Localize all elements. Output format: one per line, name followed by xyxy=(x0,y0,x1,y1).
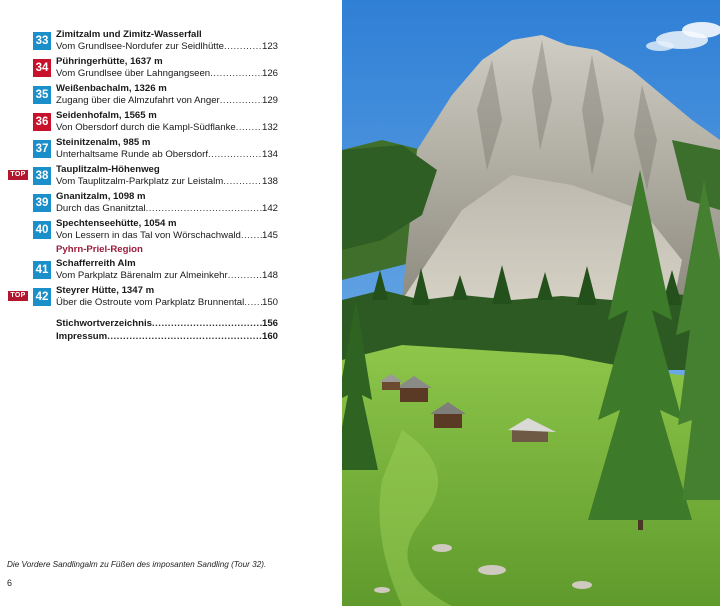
toc-entry[interactable] xyxy=(0,85,342,113)
leader-dots xyxy=(236,122,262,133)
tour-description: Durch das Gnanitztal xyxy=(56,203,146,214)
page-ref: 126 xyxy=(261,68,278,79)
tour-description: Von Obersdorf durch die Kampl-Südflanke xyxy=(56,122,236,133)
tour-description: Zugang über die Almzufahrt von Anger xyxy=(56,95,220,106)
leader-dots xyxy=(244,297,262,308)
tour-number-badge: 42 xyxy=(33,288,51,306)
region-heading: Pyhrn-Priel-Region xyxy=(56,244,143,255)
page-ref: 123 xyxy=(261,41,278,52)
page-number: 6 xyxy=(7,578,13,588)
page-ref: 148 xyxy=(261,270,278,281)
toc-entry[interactable] xyxy=(0,31,342,59)
toc-entry[interactable] xyxy=(0,139,342,167)
tour-title: Tauplitzalm-Höhenweg xyxy=(56,164,160,175)
leader-dots xyxy=(152,318,262,329)
photo-caption: Die Vordere Sandlingalm zu Füßen des imposanten Sandling (Tour 32). xyxy=(7,560,267,569)
index-label: Stichwortverzeichnis xyxy=(56,318,152,329)
tour-number-badge: 40 xyxy=(33,221,51,239)
page-ref: 156 xyxy=(261,318,278,329)
tour-title: Zimitzalm und Zimitz-Wasserfall xyxy=(56,29,202,40)
toc-entry[interactable] xyxy=(0,166,342,194)
tour-number-badge: 35 xyxy=(33,86,51,104)
tour-description: Vom Tauplitzalm-Parkplatz zur Leistalm xyxy=(56,176,224,187)
page-ref: 134 xyxy=(261,149,278,160)
tour-description-row xyxy=(56,95,278,106)
toc-page xyxy=(0,0,342,606)
leader-dots xyxy=(241,230,262,241)
landscape-photo xyxy=(342,0,720,606)
tour-number-badge: 37 xyxy=(33,140,51,158)
tour-title: Schafferreith Alm xyxy=(56,258,136,269)
leader-dots xyxy=(107,331,262,342)
tour-number-badge: 39 xyxy=(33,194,51,212)
leader-dots xyxy=(228,270,262,281)
tour-description: Vom Parkplatz Bärenalm zur Almeinkehr xyxy=(56,270,228,281)
tour-description-row xyxy=(56,68,278,79)
tour-description-row xyxy=(56,122,278,133)
tour-number-badge: 33 xyxy=(33,32,51,50)
tour-number-badge: 34 xyxy=(33,59,51,77)
index-row[interactable] xyxy=(56,318,278,329)
tour-title: Steyrer Hütte, 1347 m xyxy=(56,285,155,296)
tour-title: Gnanitzalm, 1098 m xyxy=(56,191,146,202)
toc-entry[interactable] xyxy=(0,112,342,140)
top-badge: TOP xyxy=(8,291,28,301)
tour-description: Vom Grundlsee über Lahngangseen xyxy=(56,68,211,79)
tour-description-row xyxy=(56,176,278,187)
tour-title: Spechtenseehütte, 1054 m xyxy=(56,218,177,229)
tour-description-row xyxy=(56,297,278,308)
leader-dots xyxy=(223,176,262,187)
tour-description-row xyxy=(56,230,278,241)
leader-dots xyxy=(210,68,262,79)
top-badge: TOP xyxy=(8,170,28,180)
leader-dots xyxy=(220,95,262,106)
impressum-row[interactable] xyxy=(56,331,278,342)
leader-dots xyxy=(208,149,262,160)
tour-description-row xyxy=(56,41,278,52)
tour-description-row xyxy=(56,149,278,160)
tour-title: Weißenbachalm, 1326 m xyxy=(56,83,167,94)
toc-entry[interactable] xyxy=(0,193,342,221)
tour-title: Seidenhofalm, 1565 m xyxy=(56,110,157,121)
tour-title: Steinitzenalm, 985 m xyxy=(56,137,151,148)
leader-dots xyxy=(146,203,262,214)
alpine-meadow-illustration xyxy=(342,0,720,606)
tour-number-badge: 36 xyxy=(33,113,51,131)
toc-entry[interactable] xyxy=(0,260,342,288)
page-ref: 132 xyxy=(261,122,278,133)
tour-number-badge: 38 xyxy=(33,167,51,185)
toc-entry[interactable] xyxy=(0,58,342,86)
toc-entry[interactable] xyxy=(0,220,342,248)
page-ref: 138 xyxy=(261,176,278,187)
tour-title: Pühringerhütte, 1637 m xyxy=(56,56,163,67)
page-ref: 129 xyxy=(261,95,278,106)
index-label: Impressum xyxy=(56,331,108,342)
toc-entry[interactable] xyxy=(0,287,342,315)
tour-description: Von Lessern in das Tal von Wörschachwald xyxy=(56,230,241,241)
tour-description-row xyxy=(56,203,278,214)
tour-description: Über die Ostroute vom Parkplatz Brunnental xyxy=(56,297,245,308)
tour-description: Unterhaltsame Runde ab Obersdorf xyxy=(56,149,208,160)
tour-number-badge: 41 xyxy=(33,261,51,279)
page-ref: 145 xyxy=(261,230,278,241)
leader-dots xyxy=(224,41,262,52)
page-ref: 142 xyxy=(261,203,278,214)
tour-description: Vom Grundlsee-Nordufer zur Seidlhütte xyxy=(56,41,224,52)
page-ref: 150 xyxy=(261,297,278,308)
tour-description-row xyxy=(56,270,278,281)
page-ref: 160 xyxy=(261,331,278,342)
